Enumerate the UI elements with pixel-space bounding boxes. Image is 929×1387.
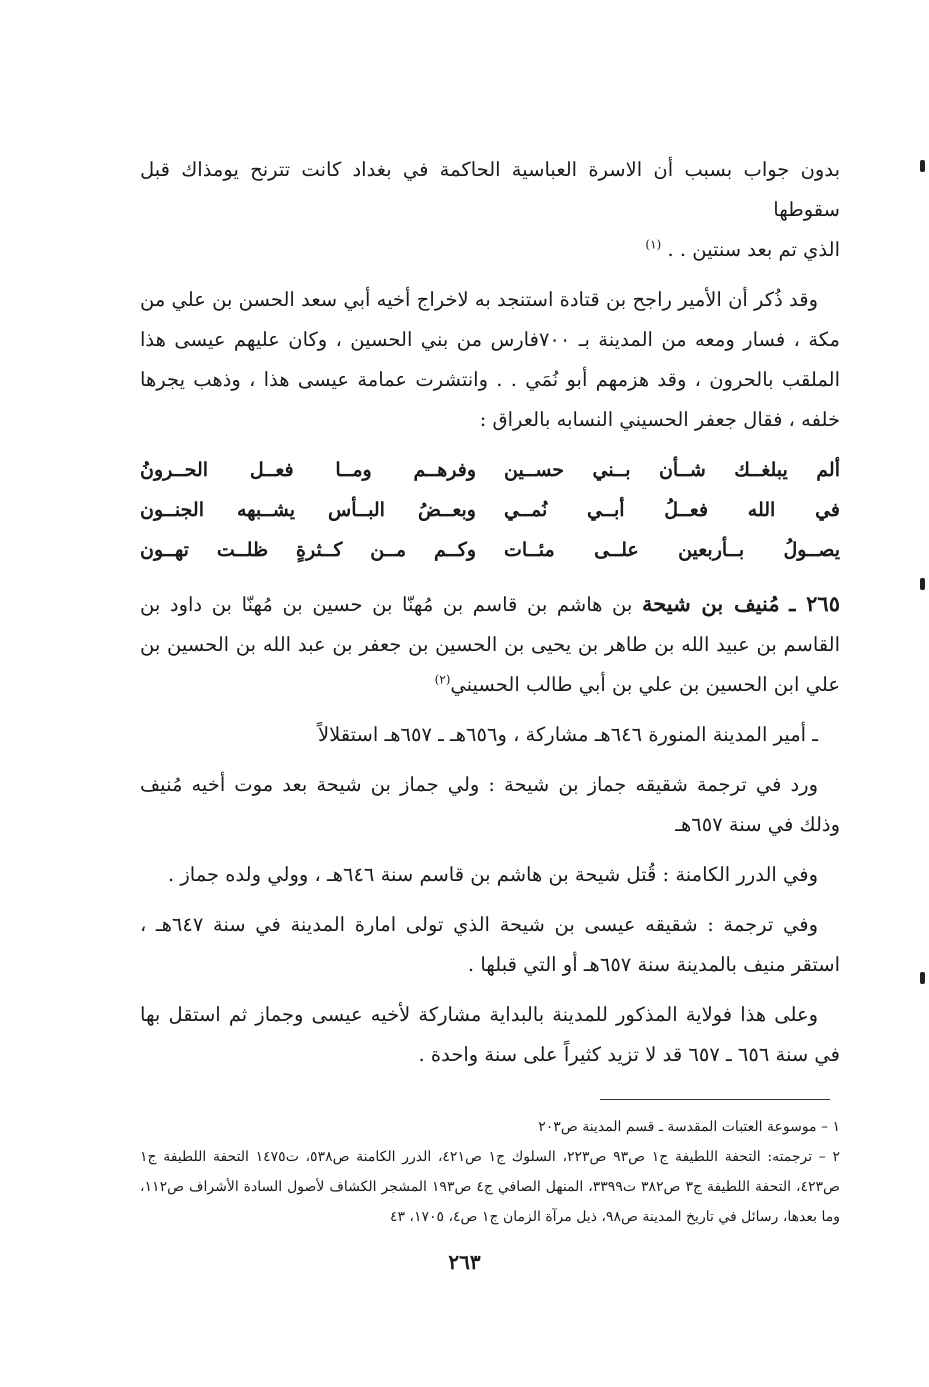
footnote-reference: (٢) bbox=[434, 672, 451, 687]
footnote: ٢ – ترجمته: التحفة اللطيفة ج١ ص٩٣ ص٢٢٣، السلوك ج١ ص٤٢١، الدرر الكامنة ص٥٣٨، ت١٤٧٥ التحفة اللطيفة ج١ ص٤٢٣، التحفة اللطيفة ج٣ ص٣٨٢ ت٣٣٩٩، المنهل الصافي ج٤ ص١٩٣ المشجر الكشاف لأصول السادة الأشراف ص١١٢، وما بعدها، رسائل في تاريخ المدينة ص٩٨، ذيل مرآة الزمان ج١ ص٤، ١٧٠٥، ٤٣ bbox=[140, 1149, 840, 1225]
entry-number: ٢٦٥ ـ bbox=[789, 591, 840, 616]
margin-mark bbox=[920, 160, 925, 172]
paragraph: وعلى هذا فولاية المذكور للمدينة بالبداية مشاركة لأخيه عيسى وجماز ثم استقل بها في سنة ٦٥٦ ـ ٦٥٧ قد لا تزيد كثيراً على سنة واحدة . bbox=[140, 1003, 840, 1066]
page-number: ٢٦٣ bbox=[448, 1250, 481, 1274]
poem-hemistich: يصــولُ بــأربعين علــى مئــات bbox=[504, 539, 840, 561]
poem-hemistich: وبعــضُ البــأس يشــبهه الجنــون bbox=[140, 499, 476, 521]
poem-hemistich: وفرهــم ومــا فعــل الحــرونُ bbox=[140, 459, 476, 481]
margin-mark bbox=[920, 972, 925, 984]
poem-verse bbox=[140, 450, 840, 490]
poem-hemistich: وكــم مــن كــثرةٍ ظلــت تهــون bbox=[140, 539, 476, 561]
entry-office: ـ أمير المدينة المنورة ٦٤٦هـ مشاركة ، و٦٥٦هـ ـ ٦٥٧هـ استقلالاً bbox=[318, 723, 818, 746]
paragraph: وفي الدرر الكامنة : قُتل شيحة بن هاشم بن قاسم سنة ٦٤٦هـ ، وولي ولده جماز . bbox=[167, 863, 818, 886]
paragraph-text: بدون جواب بسبب أن الاسرة العباسية الحاكمة في بغداد كانت تترنح يومذاك قبل سقوطها bbox=[140, 158, 840, 221]
footnote-separator bbox=[600, 1099, 830, 1100]
paragraph: ورد في ترجمة شقيقه جماز بن شيحة : ولي جماز بن شيحة بعد موت أخيه مُنيف وذلك في سنة ٦٥٧هـ bbox=[140, 773, 840, 836]
poem-hemistich: ألم يبلغــك شــأن بــني حســين bbox=[504, 459, 840, 481]
footnotes bbox=[140, 1112, 840, 1232]
poem-verse bbox=[140, 490, 840, 530]
paragraph: وفي ترجمة : شقيقه عيسى بن شيحة الذي تولى امارة المدينة في سنة ٦٤٧هـ ، استقر منيف بالمدينة سنة ٦٥٧هـ أو التي قبلها . bbox=[140, 913, 840, 976]
entry-lineage: بن هاشم بن قاسم بن مُهنّا بن حسين بن مُهنّا بن داود بن القاسم بن عبيد الله بن طاهر بن يحيى بن الحسين بن جعفر بن عبد الله بن الحسين بن علي ابن الحسين بن علي بن أبي طالب الحسيني bbox=[140, 593, 840, 696]
poem-verse bbox=[140, 530, 840, 570]
poem bbox=[140, 450, 840, 570]
paragraph-text: الذي تم بعد سنتين . . bbox=[667, 238, 840, 261]
main-text bbox=[140, 150, 840, 1085]
entry-heading-paragraph bbox=[140, 584, 840, 705]
poem-hemistich: في الله فعــلُ أبــي نُمــي bbox=[504, 499, 840, 521]
footnote-reference: (١) bbox=[645, 237, 662, 252]
margin-mark bbox=[920, 578, 925, 590]
footnote: ١ – موسوعة العتبات المقدسة ـ قسم المدينة ص٢٠٣ bbox=[538, 1119, 840, 1135]
paragraph bbox=[140, 150, 840, 270]
paragraph: وقد ذُكر أن الأمير راجح بن قتادة استنجد به لاخراج أخيه أبي سعد الحسن بن علي من مكة ، فسار ومعه من المدينة بـ ٧٠٠فارس من بني الحسين ، وكان عليهم عيسى هذا الملقب بالحرون ، وقد هزمهم أبو نُمَي . . وانتشرت عمامة عيسى هذا ، وذهب يجرها خلفه ، فقال جعفر الحسيني النسابه بالعراق : bbox=[140, 288, 840, 431]
entry-name: مُنيف بن شيحة bbox=[641, 591, 780, 616]
